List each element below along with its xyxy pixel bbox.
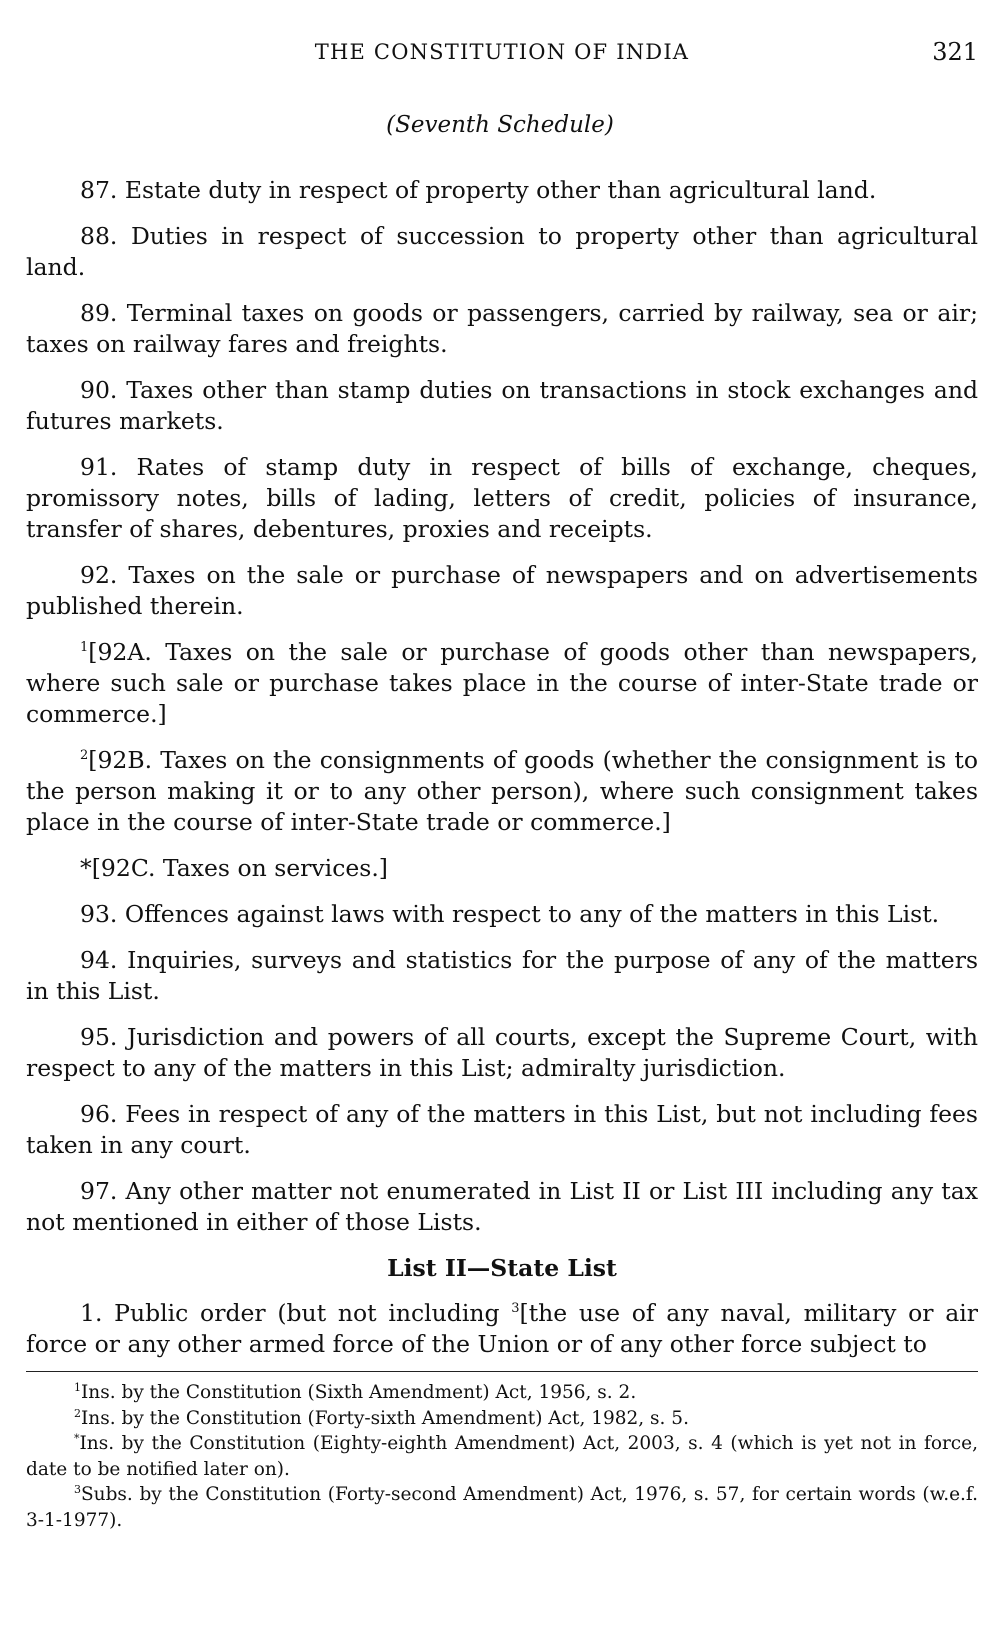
entry-88: 88. Duties in respect of succession to property other than agricultural land.	[26, 222, 978, 281]
footnote-marker: 1	[74, 1381, 81, 1394]
entry-text: [92A. Taxes on the sale or purchase of goods other than newspapers, where such sale or purchase takes place in the course of inter-State trade or commerce.]	[26, 638, 978, 728]
footnote-marker: 3	[74, 1483, 81, 1496]
running-header	[26, 38, 978, 68]
entry-96: 96. Fees in respect of any of the matters in this List, but not including fees taken in any court.	[26, 1100, 978, 1159]
footnote-marker: 3	[511, 1301, 520, 1316]
entry-90: 90. Taxes other than stamp duties on transactions in stock exchanges and futures markets.	[26, 376, 978, 435]
entry-97: 97. Any other matter not enumerated in List II or List III including any tax not mentioned in either of those Lists.	[26, 1177, 978, 1236]
running-title: THE CONSTITUTION OF INDIA	[314, 40, 690, 64]
entry-89: 89. Terminal taxes on goods or passengers, carried by railway, sea or air; taxes on railway fares and freights.	[26, 299, 978, 358]
schedule-title: (Seventh Schedule)	[386, 112, 614, 138]
footnote-marker: 2	[74, 1406, 81, 1420]
footnote-2	[26, 1406, 978, 1432]
footnote-text: Ins. by the Constitution (Sixth Amendment) Act, 1956, s. 2.	[81, 1382, 637, 1403]
entry-text: [the use of any naval, military or air force or any other armed force of the Union or of any other force subject to	[26, 1299, 978, 1358]
footnote-divider	[26, 1371, 978, 1372]
entry-92c: *[92C. Taxes on services.]	[80, 854, 388, 882]
entry-87: 87. Estate duty in respect of property other than agricultural land.	[80, 176, 877, 204]
footnote-1	[26, 1380, 978, 1406]
body-text	[26, 175, 978, 1360]
entry-93: 93. Offences against laws with respect to any of the matters in this List.	[80, 900, 940, 928]
footnote-marker: *	[74, 1432, 80, 1445]
entry-text: 1. Public order (but not including	[80, 1299, 512, 1327]
footnote-marker: 2	[80, 748, 89, 763]
footnote-star	[26, 1431, 978, 1482]
entry-92a	[26, 637, 978, 730]
footnote-marker: 1	[80, 640, 89, 655]
entry-94: 94. Inquiries, surveys and statistics for the purpose of any of the matters in this List.	[26, 946, 978, 1005]
footnote-3	[26, 1482, 978, 1533]
footnote-text: Ins. by the Constitution (Forty-sixth Amendment) Act, 1982, s. 5.	[81, 1407, 689, 1429]
entry-91: 91. Rates of stamp duty in respect of bills of exchange, cheques, promissory notes, bills of lading, letters of credit, policies of insurance, transfer of shares, debentures, proxies and receipts.	[26, 453, 978, 543]
footnotes	[26, 1380, 978, 1533]
footnote-text: Ins. by the Constitution (Eighty-eighth Amendment) Act, 2003, s. 4 (which is yet not in force, date to be notified later on).	[26, 1433, 978, 1480]
entry-text: [92B. Taxes on the consignments of goods (whether the consignment is to the person making it or to any other person), where such consignment takes place in the course of inter-State trade or commerce.]	[26, 746, 978, 836]
page-number: 321	[932, 38, 978, 66]
footnote-text: Subs. by the Constitution (Forty-second Amendment) Act, 1976, s. 57, for certain words (w.e.f. 3-1-1977).	[26, 1484, 978, 1531]
entry-92: 92. Taxes on the sale or purchase of newspapers and on advertisements published therein.	[26, 561, 978, 620]
state-list-entry-1	[26, 1298, 978, 1360]
entry-92b	[26, 745, 978, 838]
list-heading: List II—State List	[387, 1254, 617, 1282]
entry-95: 95. Jurisdiction and powers of all courts, except the Supreme Court, with respect to any of the matters in this List; admiralty jurisdiction.	[26, 1023, 978, 1082]
